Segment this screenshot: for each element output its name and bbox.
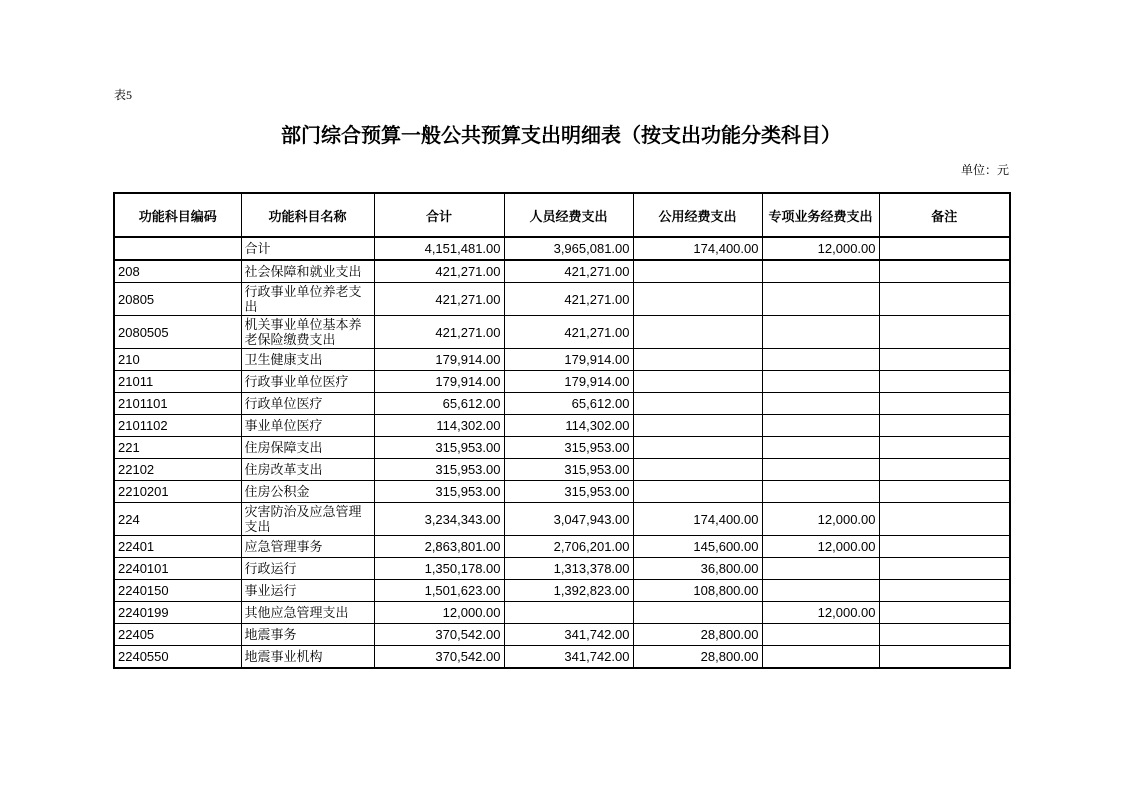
cell-public-expense xyxy=(633,459,762,481)
sheet-number-label: 表5 xyxy=(114,88,133,102)
table-row xyxy=(114,503,1010,536)
cell-function-code: 21011 xyxy=(114,371,241,393)
cell-total: 421,271.00 xyxy=(374,283,504,316)
cell-function-name: 地震事业机构 xyxy=(241,646,374,669)
table-row xyxy=(114,481,1010,503)
cell-remarks xyxy=(879,536,1010,558)
table-body xyxy=(114,237,1010,668)
cell-public-expense: 28,800.00 xyxy=(633,646,762,669)
cell-function-code: 2101102 xyxy=(114,415,241,437)
cell-function-name: 其他应急管理支出 xyxy=(241,602,374,624)
cell-function-code: 224 xyxy=(114,503,241,536)
cell-personnel-expense: 1,392,823.00 xyxy=(504,580,633,602)
cell-special-business-expense xyxy=(762,349,879,371)
cell-personnel-expense: 1,313,378.00 xyxy=(504,558,633,580)
table-row xyxy=(114,580,1010,602)
cell-public-expense: 36,800.00 xyxy=(633,558,762,580)
column-header-function-name: 功能科目名称 xyxy=(241,193,374,237)
cell-special-business-expense xyxy=(762,437,879,459)
cell-function-name: 地震事务 xyxy=(241,624,374,646)
cell-special-business-expense xyxy=(762,481,879,503)
cell-function-name: 事业运行 xyxy=(241,580,374,602)
cell-remarks xyxy=(879,459,1010,481)
cell-public-expense xyxy=(633,371,762,393)
cell-remarks xyxy=(879,646,1010,669)
cell-special-business-expense xyxy=(762,393,879,415)
cell-function-name: 住房改革支出 xyxy=(241,459,374,481)
cell-function-name: 住房保障支出 xyxy=(241,437,374,459)
cell-special-business-expense: 12,000.00 xyxy=(762,503,879,536)
table-row xyxy=(114,624,1010,646)
cell-function-name: 卫生健康支出 xyxy=(241,349,374,371)
cell-total: 65,612.00 xyxy=(374,393,504,415)
cell-total: 3,234,343.00 xyxy=(374,503,504,536)
cell-public-expense: 174,400.00 xyxy=(633,237,762,260)
cell-total: 114,302.00 xyxy=(374,415,504,437)
cell-personnel-expense: 2,706,201.00 xyxy=(504,536,633,558)
budget-expenditure-table xyxy=(113,192,1011,669)
cell-remarks xyxy=(879,580,1010,602)
cell-remarks xyxy=(879,437,1010,459)
cell-public-expense: 28,800.00 xyxy=(633,624,762,646)
cell-special-business-expense xyxy=(762,580,879,602)
cell-function-code: 20805 xyxy=(114,283,241,316)
cell-personnel-expense: 421,271.00 xyxy=(504,316,633,349)
cell-function-name: 合计 xyxy=(241,237,374,260)
cell-total: 4,151,481.00 xyxy=(374,237,504,260)
cell-personnel-expense xyxy=(504,602,633,624)
cell-remarks xyxy=(879,371,1010,393)
cell-special-business-expense xyxy=(762,371,879,393)
cell-total: 421,271.00 xyxy=(374,316,504,349)
cell-function-code: 2210201 xyxy=(114,481,241,503)
cell-function-name: 社会保障和就业支出 xyxy=(241,260,374,283)
cell-personnel-expense: 315,953.00 xyxy=(504,459,633,481)
table-row xyxy=(114,558,1010,580)
cell-personnel-expense: 3,965,081.00 xyxy=(504,237,633,260)
table-row xyxy=(114,316,1010,349)
cell-personnel-expense: 315,953.00 xyxy=(504,437,633,459)
table-row xyxy=(114,237,1010,260)
cell-public-expense: 145,600.00 xyxy=(633,536,762,558)
cell-remarks xyxy=(879,260,1010,283)
cell-personnel-expense: 3,047,943.00 xyxy=(504,503,633,536)
cell-function-code: 2080505 xyxy=(114,316,241,349)
cell-special-business-expense: 12,000.00 xyxy=(762,237,879,260)
cell-total: 315,953.00 xyxy=(374,459,504,481)
cell-public-expense xyxy=(633,415,762,437)
cell-personnel-expense: 114,302.00 xyxy=(504,415,633,437)
table-row xyxy=(114,459,1010,481)
cell-remarks xyxy=(879,393,1010,415)
cell-function-code: 22102 xyxy=(114,459,241,481)
cell-function-name: 行政事业单位养老支出 xyxy=(241,283,374,316)
column-header-public-expense: 公用经费支出 xyxy=(633,193,762,237)
column-header-function-code: 功能科目编码 xyxy=(114,193,241,237)
table-row xyxy=(114,349,1010,371)
cell-total: 370,542.00 xyxy=(374,646,504,669)
cell-function-code xyxy=(114,237,241,260)
cell-special-business-expense xyxy=(762,459,879,481)
table-header-row xyxy=(114,193,1010,237)
cell-function-name: 行政单位医疗 xyxy=(241,393,374,415)
cell-remarks xyxy=(879,602,1010,624)
cell-public-expense xyxy=(633,602,762,624)
cell-public-expense xyxy=(633,283,762,316)
cell-public-expense xyxy=(633,349,762,371)
cell-special-business-expense xyxy=(762,283,879,316)
table-row xyxy=(114,646,1010,669)
cell-public-expense xyxy=(633,260,762,283)
table-row xyxy=(114,437,1010,459)
cell-special-business-expense xyxy=(762,316,879,349)
cell-total: 179,914.00 xyxy=(374,349,504,371)
cell-special-business-expense xyxy=(762,558,879,580)
cell-total: 315,953.00 xyxy=(374,437,504,459)
cell-total: 1,350,178.00 xyxy=(374,558,504,580)
cell-personnel-expense: 65,612.00 xyxy=(504,393,633,415)
cell-total: 421,271.00 xyxy=(374,260,504,283)
cell-function-code: 2240150 xyxy=(114,580,241,602)
cell-special-business-expense xyxy=(762,415,879,437)
column-header-special-business-expense: 专项业务经费支出 xyxy=(762,193,879,237)
cell-personnel-expense: 179,914.00 xyxy=(504,371,633,393)
table-row xyxy=(114,283,1010,316)
cell-special-business-expense xyxy=(762,260,879,283)
cell-function-code: 208 xyxy=(114,260,241,283)
cell-function-code: 221 xyxy=(114,437,241,459)
cell-public-expense xyxy=(633,481,762,503)
cell-function-code: 2240101 xyxy=(114,558,241,580)
cell-remarks xyxy=(879,558,1010,580)
cell-remarks xyxy=(879,283,1010,316)
table-row xyxy=(114,371,1010,393)
cell-function-code: 22401 xyxy=(114,536,241,558)
cell-function-name: 应急管理事务 xyxy=(241,536,374,558)
table-row xyxy=(114,602,1010,624)
cell-remarks xyxy=(879,316,1010,349)
cell-public-expense: 108,800.00 xyxy=(633,580,762,602)
column-header-total: 合计 xyxy=(374,193,504,237)
cell-special-business-expense: 12,000.00 xyxy=(762,536,879,558)
unit-label: 单位：元 xyxy=(960,163,1009,177)
cell-function-name: 住房公积金 xyxy=(241,481,374,503)
table-row xyxy=(114,415,1010,437)
cell-personnel-expense: 341,742.00 xyxy=(504,646,633,669)
table-row xyxy=(114,260,1010,283)
cell-function-name: 行政运行 xyxy=(241,558,374,580)
cell-public-expense: 174,400.00 xyxy=(633,503,762,536)
cell-function-code: 22405 xyxy=(114,624,241,646)
cell-function-code: 210 xyxy=(114,349,241,371)
cell-total: 2,863,801.00 xyxy=(374,536,504,558)
cell-personnel-expense: 179,914.00 xyxy=(504,349,633,371)
cell-function-name: 事业单位医疗 xyxy=(241,415,374,437)
cell-total: 12,000.00 xyxy=(374,602,504,624)
cell-function-name: 灾害防治及应急管理支出 xyxy=(241,503,374,536)
cell-remarks xyxy=(879,349,1010,371)
table-row xyxy=(114,393,1010,415)
column-header-remarks: 备注 xyxy=(879,193,1010,237)
cell-public-expense xyxy=(633,437,762,459)
cell-personnel-expense: 421,271.00 xyxy=(504,283,633,316)
cell-public-expense xyxy=(633,316,762,349)
cell-special-business-expense xyxy=(762,646,879,669)
cell-total: 1,501,623.00 xyxy=(374,580,504,602)
cell-function-name: 机关事业单位基本养老保险缴费支出 xyxy=(241,316,374,349)
cell-special-business-expense xyxy=(762,624,879,646)
cell-remarks xyxy=(879,503,1010,536)
cell-personnel-expense: 315,953.00 xyxy=(504,481,633,503)
cell-personnel-expense: 421,271.00 xyxy=(504,260,633,283)
cell-function-name: 行政事业单位医疗 xyxy=(241,371,374,393)
cell-remarks xyxy=(879,237,1010,260)
cell-public-expense xyxy=(633,393,762,415)
page-title: 部门综合预算一般公共预算支出明细表（按支出功能分类科目） xyxy=(281,125,841,147)
cell-function-code: 2240199 xyxy=(114,602,241,624)
cell-personnel-expense: 341,742.00 xyxy=(504,624,633,646)
cell-function-code: 2101101 xyxy=(114,393,241,415)
cell-total: 179,914.00 xyxy=(374,371,504,393)
cell-remarks xyxy=(879,481,1010,503)
cell-special-business-expense: 12,000.00 xyxy=(762,602,879,624)
cell-remarks xyxy=(879,415,1010,437)
column-header-personnel-expense: 人员经费支出 xyxy=(504,193,633,237)
cell-total: 370,542.00 xyxy=(374,624,504,646)
cell-total: 315,953.00 xyxy=(374,481,504,503)
cell-function-code: 2240550 xyxy=(114,646,241,669)
cell-remarks xyxy=(879,624,1010,646)
table-row xyxy=(114,536,1010,558)
